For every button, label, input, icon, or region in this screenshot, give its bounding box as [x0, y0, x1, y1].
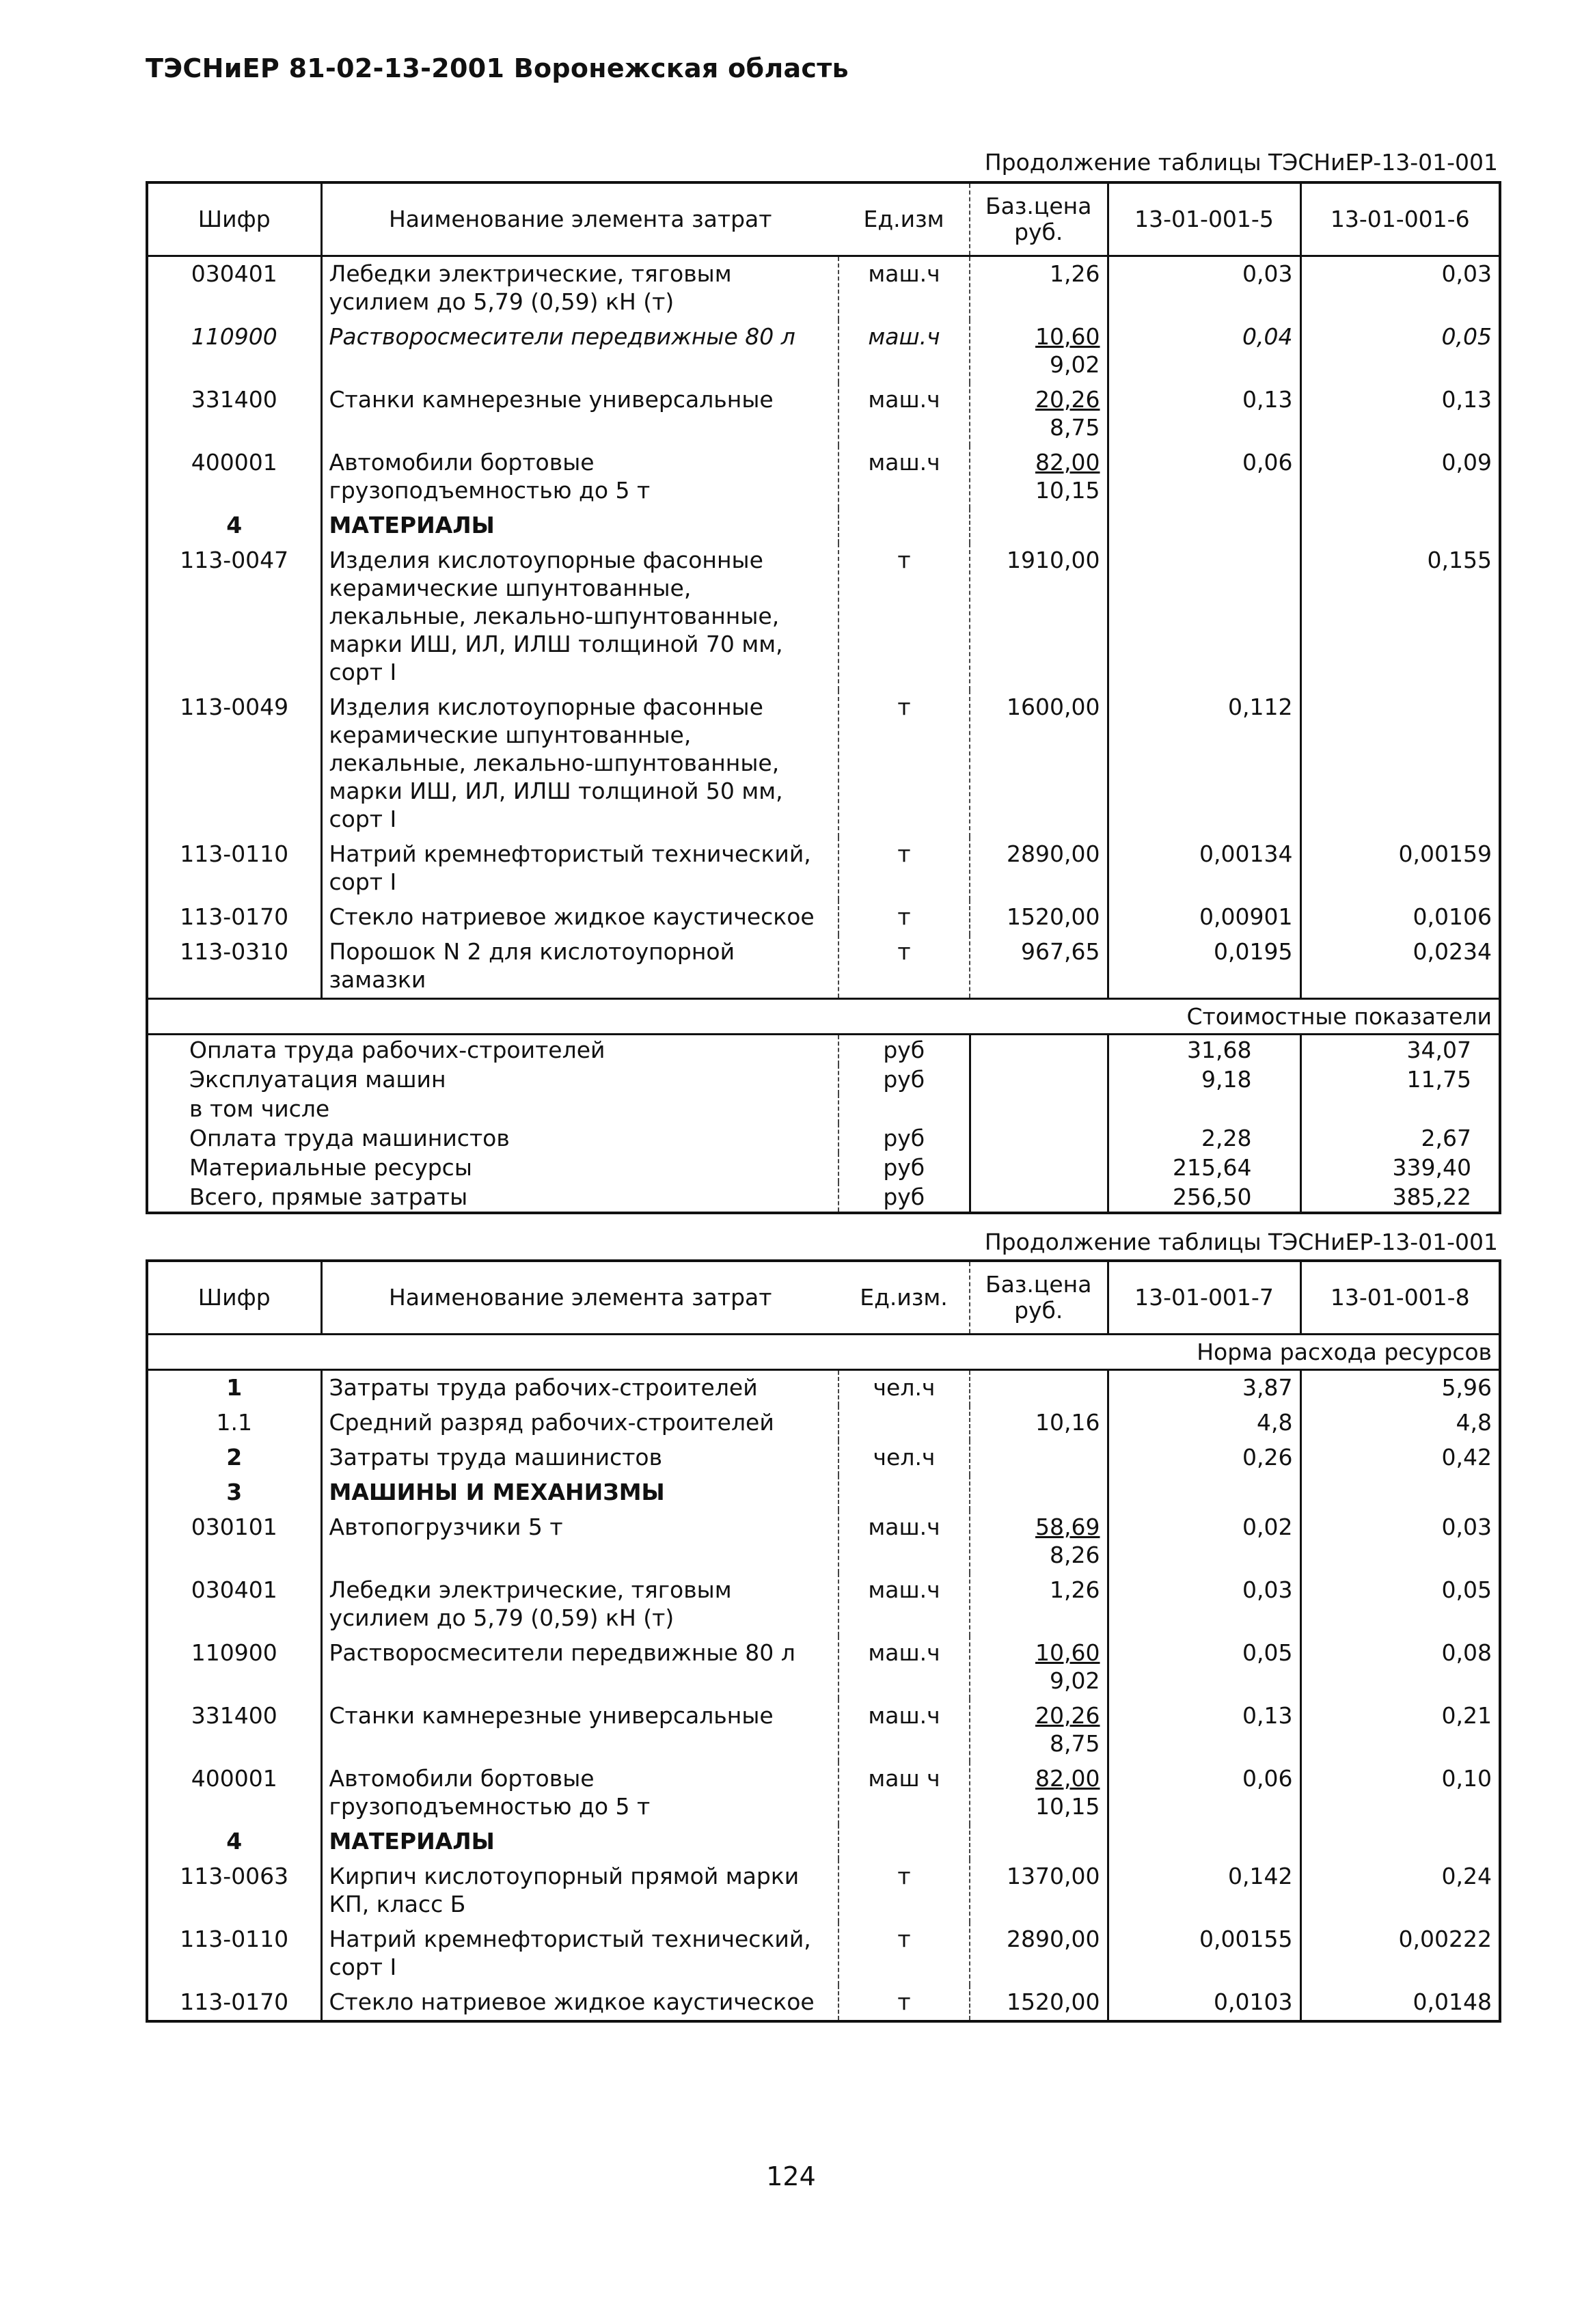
- summary-value-1: 215,64: [1108, 1153, 1300, 1182]
- table-row: [147, 1406, 1500, 1440]
- row-value-1: 3,87: [1108, 1370, 1300, 1406]
- row-price: 1520,00: [970, 900, 1108, 935]
- row-code: 113-0310: [147, 935, 321, 999]
- table-row: [147, 1636, 1500, 1699]
- header-unit: Ед.изм: [838, 182, 970, 256]
- row-code: 030401: [147, 1573, 321, 1636]
- row-code: 113-0049: [147, 690, 321, 837]
- table-row: [147, 1370, 1500, 1406]
- empty-cell: [1300, 1824, 1500, 1859]
- row-value-1: 0,13: [1108, 383, 1300, 446]
- row-value-1: 0,06: [1108, 1762, 1300, 1824]
- row-name: Автомобили бортовые грузоподъемностью до 5 т: [321, 446, 838, 508]
- row-value-2: 0,03: [1441, 260, 1492, 287]
- table-row: [147, 1762, 1500, 1824]
- document-title: ТЭСНиЕР 81-02-13-2001 Воронежская область: [146, 53, 849, 83]
- row-name: Натрий кремнефтористый технический, сорт I: [321, 837, 838, 900]
- summary-price: [970, 1094, 1108, 1123]
- row-price: 1,26: [970, 256, 1108, 320]
- header-col-13-01-001-6: 13-01-001-6: [1300, 182, 1500, 256]
- header-col-13-01-001-7: 13-01-001-7: [1108, 1261, 1300, 1335]
- empty-cell: [1108, 1824, 1300, 1859]
- row-price: 10,16: [970, 1406, 1108, 1440]
- table-row: [147, 446, 1500, 508]
- row-price-secondary: 8,75: [1050, 414, 1100, 441]
- row-name: Изделия кислотоупорные фасонные керамические шпунтованные, лекальные, лекально-шпунтованные, марки ИШ, ИЛ, ИЛШ толщиной 50 мм, сорт I: [321, 690, 838, 837]
- row-value-2: 0,21: [1441, 1702, 1492, 1729]
- table-row: [147, 690, 1500, 837]
- row-unit: [838, 1406, 970, 1440]
- row-value-1: [1108, 543, 1300, 690]
- row-unit: т: [838, 935, 970, 999]
- table-row: [147, 1440, 1500, 1475]
- summary-price: [970, 1153, 1108, 1182]
- table-row: [147, 383, 1500, 446]
- row-price: 1,26: [970, 1573, 1108, 1636]
- summary-row-total: [147, 1182, 1500, 1213]
- row-code: 113-0170: [147, 1985, 321, 2021]
- summary-value-1: [1108, 1094, 1300, 1123]
- table-row: [147, 1922, 1500, 1985]
- row-value-2: 0,09: [1441, 449, 1492, 476]
- table-row: [147, 1985, 1500, 2021]
- summary-row: [147, 1035, 1500, 1065]
- row-name: Стекло натриевое жидкое каустическое: [321, 1985, 838, 2021]
- row-price: [970, 1510, 1108, 1573]
- header-name: Наименование элемента затрат: [321, 1261, 838, 1335]
- row-value-1: 0,142: [1108, 1859, 1300, 1922]
- row-value-1: 0,03: [1108, 256, 1300, 320]
- row-value-1: 0,13: [1108, 1699, 1300, 1762]
- table-row: [147, 900, 1500, 935]
- row-unit: т: [838, 1859, 970, 1922]
- row-code: 400001: [147, 446, 321, 508]
- row-price: [970, 383, 1108, 446]
- row-code: 030401: [147, 256, 321, 320]
- row-price: [970, 1636, 1108, 1699]
- table-row: [147, 1859, 1500, 1922]
- row-code: 2: [147, 1440, 321, 1475]
- section-row: [147, 508, 1500, 543]
- row-unit: маш.ч: [838, 1573, 970, 1636]
- summary-unit: [838, 1094, 970, 1123]
- section-number: 4: [147, 1824, 321, 1859]
- row-value-2: 0,00222: [1398, 1926, 1492, 1952]
- row-price-secondary: 9,02: [1050, 1667, 1100, 1694]
- row-value-1: 0,0195: [1108, 935, 1300, 999]
- row-name: [321, 320, 838, 383]
- row-name: Растворосмесители передвижные 80 л: [321, 1636, 838, 1699]
- table2-header-row: [147, 1261, 1500, 1335]
- row-value-1: 4,8: [1108, 1406, 1300, 1440]
- summary-unit: руб: [838, 1153, 970, 1182]
- row-code: [147, 320, 321, 383]
- row-code: 113-0170: [147, 900, 321, 935]
- empty-cell: [1108, 1475, 1300, 1510]
- row-price: 1370,00: [970, 1859, 1108, 1922]
- section-title: МАТЕРИАЛЫ: [321, 508, 838, 543]
- header-code: Шифр: [147, 182, 321, 256]
- summary-label: Материальные ресурсы: [189, 1154, 472, 1181]
- row-unit: маш.ч: [838, 256, 970, 320]
- row-price: [970, 1762, 1108, 1824]
- empty-cell: [1300, 1475, 1500, 1510]
- cost-indicators-label: Стоимостные показатели: [147, 999, 1500, 1035]
- summary-row: [147, 1153, 1500, 1182]
- row-code: 1: [147, 1370, 321, 1406]
- row-code: 1.1: [147, 1406, 321, 1440]
- row-unit: т: [838, 690, 970, 837]
- row-price: [970, 446, 1108, 508]
- row-unit: чел.ч: [838, 1370, 970, 1406]
- summary-unit: руб: [838, 1123, 970, 1153]
- page-number: 124: [766, 2161, 816, 2191]
- row-value-1: 0,03: [1108, 1573, 1300, 1636]
- row-value-1: 0,00134: [1108, 837, 1300, 900]
- summary-value-2: 11,75: [1406, 1066, 1471, 1093]
- empty-cell: [970, 1475, 1108, 1510]
- row-name: Порошок N 2 для кислотоупорной замазки: [321, 935, 838, 999]
- row-code: 110900: [147, 1636, 321, 1699]
- summary-row: [147, 1123, 1500, 1153]
- row-value-1: 0,06: [1108, 446, 1300, 508]
- row-value-2: 0,13: [1441, 386, 1492, 413]
- summary-value-2: 339,40: [1392, 1154, 1471, 1181]
- row-unit: т: [838, 543, 970, 690]
- summary-price: [970, 1182, 1108, 1213]
- row-code-text: 110900: [191, 323, 277, 350]
- row-name: Станки камнерезные универсальные: [321, 1699, 838, 1762]
- row-value-2: 0,0106: [1413, 903, 1492, 930]
- summary-label: Оплата труда рабочих-строителей: [189, 1037, 605, 1063]
- row-value-2: 0,08: [1441, 1639, 1492, 1666]
- row-value-1-text: 0,04: [1242, 323, 1293, 350]
- table-row: [147, 935, 1500, 999]
- header-name: Наименование элемента затрат: [321, 182, 838, 256]
- header-code: Шифр: [147, 1261, 321, 1335]
- row-unit: маш ч: [838, 1762, 970, 1824]
- resource-table-2: [146, 1259, 1501, 2023]
- row-value-2: 0,00159: [1398, 840, 1492, 867]
- summary-value-2: 2,67: [1421, 1125, 1471, 1151]
- summary-unit: руб: [838, 1035, 970, 1065]
- table-row: [147, 1573, 1500, 1636]
- resource-norm-band: [147, 1335, 1500, 1370]
- header-unit: Ед.изм.: [838, 1261, 970, 1335]
- summary-value-2: [1300, 1094, 1500, 1123]
- table-row: [147, 543, 1500, 690]
- summary-value-1: 256,50: [1108, 1182, 1300, 1213]
- row-price: 2890,00: [970, 1922, 1108, 1985]
- row-price-secondary: 10,15: [1035, 477, 1100, 504]
- summary-label: Оплата труда машинистов: [189, 1125, 510, 1151]
- row-unit: чел.ч: [838, 1440, 970, 1475]
- row-value-2: 0,03: [1441, 1514, 1492, 1540]
- row-unit: т: [838, 1985, 970, 2021]
- row-value-2: 0,0148: [1413, 1988, 1492, 2015]
- row-value-2: 0,42: [1441, 1444, 1492, 1471]
- empty-cell: [838, 1475, 970, 1510]
- row-value-2: [1300, 690, 1500, 837]
- row-name: Станки камнерезные универсальные: [321, 383, 838, 446]
- header-base-price: Баз.цена руб.: [970, 182, 1108, 256]
- row-code: 400001: [147, 1762, 321, 1824]
- empty-cell: [970, 508, 1108, 543]
- table-row: [147, 837, 1500, 900]
- row-value-2: 0,24: [1441, 1863, 1492, 1889]
- summary-value-1: 9,18: [1108, 1065, 1300, 1094]
- row-price-primary: 20,26: [1035, 1702, 1100, 1729]
- row-code: 113-0063: [147, 1859, 321, 1922]
- row-name: Изделия кислотоупорные фасонные керамические шпунтованные, лекальные, лекально-шпунтованные, марки ИШ, ИЛ, ИЛШ толщиной 70 мм, сорт I: [321, 543, 838, 690]
- row-price-secondary: 10,15: [1035, 1793, 1100, 1820]
- table2-caption: Продолжение таблицы ТЭСНиЕР-13-01-001: [984, 1229, 1498, 1255]
- row-value-2: 0,10: [1441, 1765, 1492, 1792]
- summary-price: [970, 1123, 1108, 1153]
- row-price-primary: 82,00: [1035, 449, 1100, 476]
- row-unit: маш.ч: [838, 1699, 970, 1762]
- row-code: 113-0047: [147, 543, 321, 690]
- row-value-1: 0,112: [1108, 690, 1300, 837]
- resource-norm-label: Норма расхода ресурсов: [147, 1335, 1500, 1370]
- row-name: Автомобили бортовые грузоподъемностью до 5 т: [321, 1762, 838, 1824]
- row-price-primary: 10,60: [1035, 323, 1100, 350]
- empty-cell: [1108, 508, 1300, 543]
- summary-unit: руб: [838, 1182, 970, 1213]
- empty-cell: [1300, 508, 1500, 543]
- section-title: МАШИНЫ И МЕХАНИЗМЫ: [321, 1475, 838, 1510]
- row-name: Средний разряд рабочих-строителей: [321, 1406, 838, 1440]
- summary-price: [970, 1035, 1108, 1065]
- row-unit: маш.ч: [838, 383, 970, 446]
- summary-unit: руб: [838, 1065, 970, 1094]
- summary-row: [147, 1065, 1500, 1094]
- row-name: Натрий кремнефтористый технический, сорт I: [321, 1922, 838, 1985]
- row-unit: т: [838, 837, 970, 900]
- summary-value-2: 385,22: [1392, 1184, 1471, 1210]
- row-value-2: 0,05: [1441, 1576, 1492, 1603]
- row-price: 1520,00: [970, 1985, 1108, 2021]
- row-price-secondary: 9,02: [1050, 351, 1100, 378]
- section-row: [147, 1824, 1500, 1859]
- row-price: 2890,00: [970, 837, 1108, 900]
- empty-cell: [838, 508, 970, 543]
- row-value-1: [1108, 320, 1300, 383]
- row-unit: [838, 320, 970, 383]
- row-price: 1910,00: [970, 543, 1108, 690]
- table-row: [147, 256, 1500, 320]
- row-price: [970, 1440, 1108, 1475]
- row-price-primary: 10,60: [1035, 1639, 1100, 1666]
- row-unit: т: [838, 1922, 970, 1985]
- row-unit: маш.ч: [838, 1510, 970, 1573]
- summary-value-1: 31,68: [1108, 1035, 1300, 1065]
- row-value-2: 0,155: [1427, 547, 1492, 573]
- row-price: 967,65: [970, 935, 1108, 999]
- row-value-1: 0,05: [1108, 1636, 1300, 1699]
- row-price-secondary: 8,75: [1050, 1730, 1100, 1757]
- row-unit: маш.ч: [838, 446, 970, 508]
- row-value-2: 5,96: [1441, 1374, 1492, 1401]
- row-name: Лебедки электрические, тяговым усилием до 5,79 (0,59) кН (т): [321, 1573, 838, 1636]
- cost-indicators-band: [147, 999, 1500, 1035]
- header-base-price: Баз.цена руб.: [970, 1261, 1108, 1335]
- row-price: 1600,00: [970, 690, 1108, 837]
- row-code: 331400: [147, 1699, 321, 1762]
- row-value-1: 0,02: [1108, 1510, 1300, 1573]
- empty-cell: [838, 1824, 970, 1859]
- summary-label: в том числе: [189, 1095, 330, 1122]
- table1-caption: Продолжение таблицы ТЭСНиЕР-13-01-001: [984, 149, 1498, 176]
- row-value-2-text: 0,05: [1441, 323, 1492, 350]
- row-name: Затраты труда машинистов: [321, 1440, 838, 1475]
- summary-price: [970, 1065, 1108, 1094]
- row-name: Автопогрузчики 5 т: [321, 1510, 838, 1573]
- summary-label: Всего, прямые затраты: [189, 1184, 468, 1210]
- row-unit: маш.ч: [838, 1636, 970, 1699]
- section-number: 4: [147, 508, 321, 543]
- row-name: Стекло натриевое жидкое каустическое: [321, 900, 838, 935]
- row-name: Кирпич кислотоупорный прямой марки КП, класс Б: [321, 1859, 838, 1922]
- summary-value-2: 34,07: [1406, 1037, 1471, 1063]
- row-unit: т: [838, 900, 970, 935]
- empty-cell: [970, 1824, 1108, 1859]
- row-price-secondary: 8,26: [1050, 1542, 1100, 1568]
- resource-table-1: [146, 181, 1501, 1214]
- row-value-1: 0,26: [1108, 1440, 1300, 1475]
- row-value-1: 0,00155: [1108, 1922, 1300, 1985]
- row-value-1: 0,00901: [1108, 900, 1300, 935]
- section-row: [147, 1475, 1500, 1510]
- table-row: [147, 1699, 1500, 1762]
- row-price: [970, 1370, 1108, 1406]
- row-price-primary: 20,26: [1035, 386, 1100, 413]
- table-row: [147, 1510, 1500, 1573]
- row-price: [970, 320, 1108, 383]
- row-name-text: Растворосмесители передвижные 80 л: [329, 323, 795, 350]
- row-price-primary: 82,00: [1035, 1765, 1100, 1792]
- summary-row: [147, 1094, 1500, 1123]
- summary-label: Эксплуатация машин: [189, 1066, 446, 1093]
- row-value-2: [1300, 320, 1500, 383]
- row-name: Лебедки электрические, тяговым усилием до 5,79 (0,59) кН (т): [321, 256, 838, 320]
- summary-value-1: 2,28: [1108, 1123, 1300, 1153]
- row-code: 113-0110: [147, 1922, 321, 1985]
- section-title: МАТЕРИАЛЫ: [321, 1824, 838, 1859]
- row-code: 113-0110: [147, 837, 321, 900]
- row-code: 030101: [147, 1510, 321, 1573]
- row-value-2: 0,0234: [1413, 938, 1492, 965]
- table1-header-row: [147, 182, 1500, 256]
- header-col-13-01-001-8: 13-01-001-8: [1300, 1261, 1500, 1335]
- row-name: Затраты труда рабочих-строителей: [321, 1370, 838, 1406]
- section-number: 3: [147, 1475, 321, 1510]
- row-price-primary: 58,69: [1035, 1514, 1100, 1540]
- header-col-13-01-001-5: 13-01-001-5: [1108, 182, 1300, 256]
- row-value-1: 0,0103: [1108, 1985, 1300, 2021]
- row-code: 331400: [147, 383, 321, 446]
- row-value-2: 4,8: [1456, 1409, 1492, 1436]
- row-unit-text: маш.ч: [868, 323, 940, 350]
- row-price: [970, 1699, 1108, 1762]
- table-row: [147, 320, 1500, 383]
